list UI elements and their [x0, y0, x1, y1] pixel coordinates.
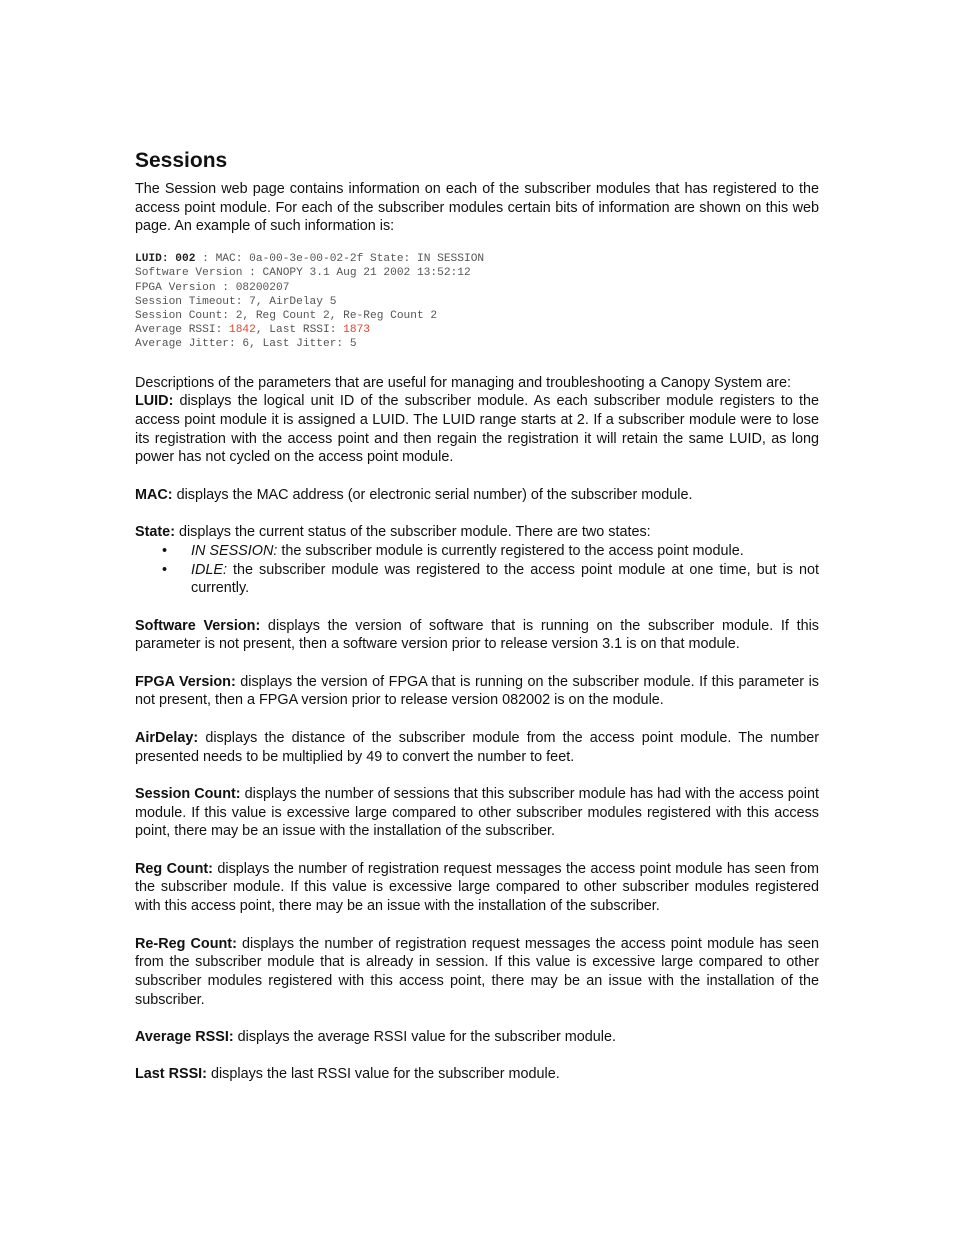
fpga-version-description: [135, 673, 819, 710]
last-rssi-text: displays the last RSSI value for the subscriber module.: [206, 1066, 560, 1083]
state-in-session-term: IN SESSION:: [191, 542, 278, 559]
rereg-count-term: Re-Reg Count:: [135, 935, 237, 952]
example-line-6a: Average RSSI:: [135, 324, 229, 337]
airdelay-term: AirDelay:: [135, 729, 199, 746]
list-item: [135, 542, 819, 561]
average-rssi-description: [135, 1028, 819, 1047]
state-idle-term: IDLE:: [191, 561, 227, 578]
software-version-term: Software Version:: [135, 617, 261, 634]
example-avg-rssi-value: 1842: [229, 324, 256, 337]
last-rssi-description: [135, 1065, 819, 1084]
last-rssi-term: Last RSSI:: [135, 1066, 207, 1083]
airdelay-description: [135, 729, 819, 766]
example-line-4: Session Timeout: 7, AirDelay 5: [135, 295, 337, 308]
page-title: Sessions: [135, 149, 228, 172]
luid-description: [135, 392, 819, 467]
example-last-rssi-value: 1873: [343, 324, 370, 337]
session-count-description: [135, 785, 819, 841]
list-item: [135, 561, 819, 598]
software-version-text: displays the version of software that is running on the subscriber module. If this parameter is not present, then a software version prior to release version 3.1 is on that module.: [135, 617, 819, 653]
airdelay-text: displays the distance of the subscriber module from the access point module. The number presented needs to be multiplied by 49 to convert the number to feet.: [135, 729, 819, 765]
example-luid-label: LUID: 002: [135, 253, 196, 266]
descriptions-intro: Descriptions of the parameters that are useful for managing and troubleshooting a Canopy System are:: [135, 374, 791, 391]
example-line-5: Session Count: 2, Reg Count 2, Re-Reg Count 2: [135, 309, 438, 322]
example-line-2: Software Version : CANOPY 3.1 Aug 21 2002 13:52:12: [135, 267, 471, 280]
luid-term: LUID:: [135, 393, 174, 410]
fpga-version-term: FPGA Version:: [135, 673, 236, 690]
mac-term: MAC:: [135, 486, 173, 503]
bullet-icon: •: [162, 542, 168, 559]
bullet-icon: •: [162, 561, 168, 578]
state-idle-text: the subscriber module was registered to the access point module at one time, but is not currently.: [191, 561, 819, 597]
state-in-session-text: the subscriber module is currently registered to the access point module.: [277, 542, 744, 559]
mac-text: displays the MAC address (or electronic serial number) of the subscriber module.: [172, 486, 693, 503]
example-line-7: Average Jitter: 6, Last Jitter: 5: [135, 338, 357, 351]
mac-description: [135, 486, 819, 505]
state-description: [135, 523, 819, 542]
fpga-version-text: displays the version of FPGA that is running on the subscriber module. If this parameter is not present, then a FPGA version prior to release version 082002 is on the module.: [135, 673, 819, 709]
reg-count-text: displays the number of registration request messages the access point module has seen from the subscriber module. If this value is excessive large compared to other subscriber modules registered with this access point, there may be an issue with the installation of the subscriber.: [135, 860, 819, 915]
state-text: displays the current status of the subscriber module. There are two states:: [174, 524, 651, 541]
reg-count-description: [135, 860, 819, 916]
example-line-6b: , Last RSSI:: [255, 324, 344, 337]
luid-text: displays the logical unit ID of the subscriber module. As each subscriber module registers to the access point module it is assigned a LUID. The LUID range starts at 2. If a subscriber module were to lose its registration with the access point and then regain the registration it will retain the same LUID, as long power has not cycled on the access point module.: [135, 393, 819, 466]
example-line-1: : MAC: 0a-00-3e-00-02-2f State: IN SESSION: [195, 253, 485, 266]
rereg-count-text: displays the number of registration request messages the access point module has seen from the subscriber module that is already in session. If this value is excessive large compared to other subscriber modules registered with this access point, there may be an issue with the installation of the subscriber.: [135, 935, 819, 1008]
document-page: [135, 148, 819, 1084]
session-example-block: [135, 252, 819, 351]
session-count-term: Session Count:: [135, 785, 241, 802]
average-rssi-term: Average RSSI:: [135, 1029, 234, 1045]
rereg-count-description: [135, 935, 819, 1010]
session-count-text: displays the number of sessions that this subscriber module has had with the access point module. If this value is excessive large compared to other subscriber modules registered with this access point, there may be an issue with the installation of the subscriber.: [135, 785, 819, 840]
average-rssi-text: displays the average RSSI value for the subscriber module.: [233, 1029, 616, 1045]
software-version-description: [135, 617, 819, 654]
state-list: [135, 542, 819, 598]
state-term: State:: [135, 524, 175, 541]
reg-count-term: Reg Count:: [135, 860, 213, 877]
intro-paragraph: The Session web page contains information on each of the subscriber modules that has registered to the access point module. For each of the subscriber modules certain bits of information are shown on this web page. An example of such information is:: [135, 181, 819, 235]
example-line-3: FPGA Version : 08200207: [135, 281, 290, 294]
